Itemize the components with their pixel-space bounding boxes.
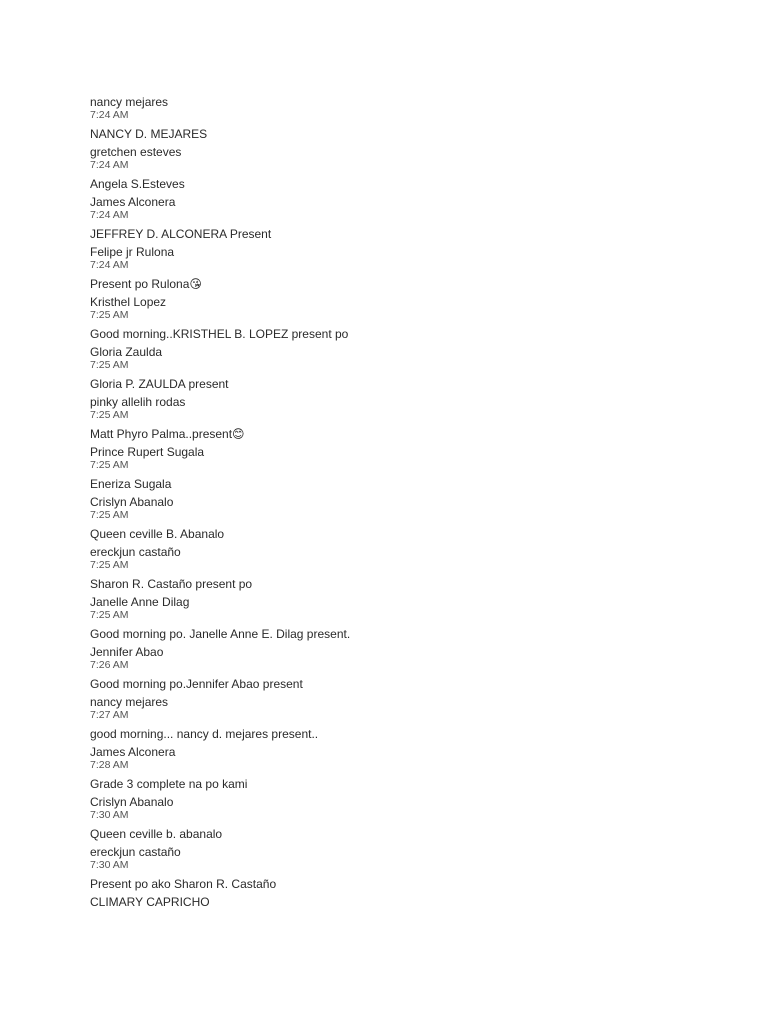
message-text: Present po Rulona😘 (90, 277, 202, 291)
message-text: good morning... nancy d. mejares present.. (90, 727, 319, 741)
message-text: Gloria P. ZAULDA present (90, 377, 229, 391)
sender-name: Jennifer Abao (90, 645, 164, 659)
timestamp: 7:30 AM (90, 859, 129, 871)
sender-name: Kristhel Lopez (90, 295, 167, 309)
sender-name: nancy mejares (90, 695, 169, 709)
message-entry (90, 745, 730, 792)
sender-name: James Alconera (90, 745, 176, 759)
message-entry (90, 245, 730, 292)
message-entry (90, 295, 730, 342)
message-text: NANCY D. MEJARES (90, 127, 208, 141)
timestamp: 7:24 AM (90, 159, 129, 171)
message-entry (90, 145, 730, 192)
timestamp: 7:30 AM (90, 809, 129, 821)
message-entry (90, 645, 730, 692)
sender-name: Prince Rupert Sugala (90, 445, 205, 459)
message-entry (90, 795, 730, 842)
message-entry (90, 345, 730, 392)
message-text: Good morning po. Janelle Anne E. Dilag present. (90, 627, 351, 641)
timestamp: 7:25 AM (90, 559, 129, 571)
message-text: Eneriza Sugala (90, 477, 172, 491)
sender-name: nancy mejares (90, 95, 169, 109)
message-entry (90, 895, 730, 910)
sender-name: Crislyn Abanalo (90, 795, 174, 809)
message-text: Matt Phyro Palma..present😊 (90, 427, 245, 441)
sender-name: James Alconera (90, 195, 176, 209)
timestamp: 7:25 AM (90, 409, 129, 421)
sender-name: ereckjun castaño (90, 845, 181, 859)
timestamp: 7:27 AM (90, 709, 129, 721)
sender-name: ereckjun castaño (90, 545, 181, 559)
sender-name: Gloria Zaulda (90, 345, 163, 359)
message-entry (90, 845, 730, 892)
message-text: Good morning..KRISTHEL B. LOPEZ present po (90, 327, 349, 341)
message-entry (90, 95, 730, 142)
message-entry (90, 495, 730, 542)
message-entry (90, 695, 730, 742)
sender-name: Crislyn Abanalo (90, 495, 174, 509)
message-text: JEFFREY D. ALCONERA Present (90, 227, 272, 241)
message-text: Good morning po.Jennifer Abao present (90, 677, 303, 691)
message-text: Grade 3 complete na po kami (90, 777, 248, 791)
message-text: Angela S.Esteves (90, 177, 185, 191)
message-entry (90, 195, 730, 242)
timestamp: 7:24 AM (90, 209, 129, 221)
timestamp: 7:28 AM (90, 759, 129, 771)
message-text: Present po ako Sharon R. Castaño (90, 877, 277, 891)
message-text: Queen ceville b. abanalo (90, 827, 223, 841)
timestamp: 7:24 AM (90, 109, 129, 121)
message-entry (90, 545, 730, 592)
timestamp: 7:25 AM (90, 309, 129, 321)
timestamp: 7:25 AM (90, 359, 129, 371)
timestamp: 7:25 AM (90, 609, 129, 621)
timestamp: 7:26 AM (90, 659, 129, 671)
timestamp: 7:25 AM (90, 509, 129, 521)
timestamp: 7:25 AM (90, 459, 129, 471)
sender-name: pinky allelih rodas (90, 395, 186, 409)
timestamp: 7:24 AM (90, 259, 129, 271)
message-text: Sharon R. Castaño present po (90, 577, 253, 591)
message-entry (90, 445, 730, 492)
sender-name: CLIMARY CAPRICHO (90, 895, 210, 909)
message-entry (90, 595, 730, 642)
chat-log (90, 95, 730, 910)
sender-name: gretchen esteves (90, 145, 182, 159)
sender-name: Felipe jr Rulona (90, 245, 175, 259)
message-entry (90, 395, 730, 442)
message-text: Queen ceville B. Abanalo (90, 527, 225, 541)
sender-name: Janelle Anne Dilag (90, 595, 190, 609)
